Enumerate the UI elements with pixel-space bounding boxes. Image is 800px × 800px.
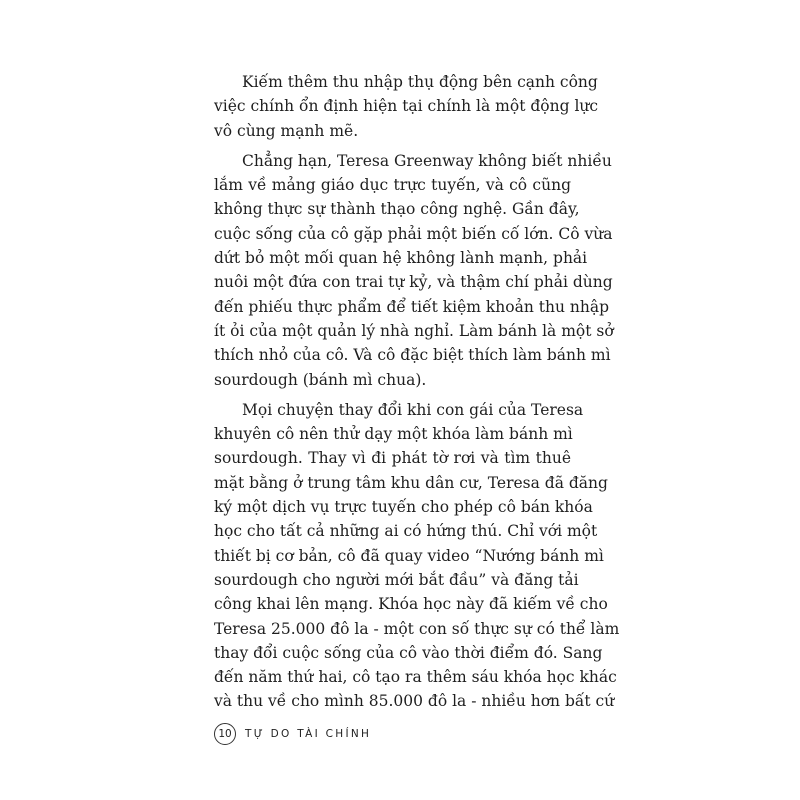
text-line: mặt bằng ở trung tâm khu dân cư, Teresa đã đăng — [214, 473, 608, 492]
text-line: học cho tất cả những ai có hứng thú. Chỉ với một — [214, 522, 598, 541]
text-line: thích nhỏ của cô. Và cô đặc biệt thích làm bánh mì — [214, 346, 611, 365]
text-line: Chẳng hạn, Teresa Greenway không biết nhiều — [242, 151, 612, 170]
text-line: sourdough. Thay vì đi phát tờ rơi và tìm thuê — [214, 449, 571, 468]
text-line: đến phiếu thực phẩm để tiết kiệm khoản thu nhập — [214, 297, 610, 316]
text-line: công khai lên mạng. Khóa học này đã kiếm về cho — [214, 595, 608, 614]
page-number: 10 — [214, 723, 236, 745]
text-line: đến năm thứ hai, cô tạo ra thêm sáu khóa học khác — [214, 668, 617, 687]
text-line: sourdough (bánh mì chua). — [214, 370, 427, 389]
text-line: vô cùng mạnh mẽ. — [214, 121, 359, 140]
text-line: dứt bỏ một mối quan hệ không lành mạnh, phải — [214, 249, 588, 268]
text-line: cuộc sống của cô gặp phải một biến cố lớn. Cô vừa — [214, 224, 613, 243]
text-line: Teresa 25.000 đô la - một con số thực sự có thể làm — [214, 619, 620, 638]
text-line: lắm về mảng giáo dục trực tuyến, và cô cũng — [214, 176, 571, 195]
text-line: nuôi một đứa con trai tự kỷ, và thậm chí phải dùng — [214, 273, 613, 292]
text-line: thay đổi cuộc sống của cô vào thời điểm đó. Sang — [214, 643, 603, 662]
text-line: thiết bị cơ bản, cô đã quay video “Nướng bánh mì — [214, 546, 604, 565]
page-footer — [214, 721, 371, 747]
text-line: và thu về cho mình 85.000 đô la - nhiều hơn bất cứ — [214, 692, 615, 711]
paragraph-1 — [214, 70, 599, 143]
text-line: không thực sự thành thạo công nghệ. Gần đây, — [214, 200, 580, 219]
text-line: Kiếm thêm thu nhập thụ động bên cạnh công — [242, 73, 598, 91]
body-text — [214, 70, 620, 714]
text-line: khuyên cô nên thử dạy một khóa làm bánh mì — [214, 425, 573, 444]
running-title: TỰ DO TÀI CHÍNH — [245, 728, 372, 740]
text-line: việc chính ổn định hiện tại chính là một động lực — [214, 97, 599, 116]
text-line: sourdough cho người mới bắt đầu” và đăng tải — [214, 570, 579, 589]
paragraph-3 — [214, 398, 620, 714]
text-line: ký một dịch vụ trực tuyến cho phép cô bán khóa — [214, 498, 593, 517]
text-line: Mọi chuyện thay đổi khi con gái của Teresa — [242, 400, 584, 419]
paragraph-2 — [214, 149, 614, 392]
text-line: ít ỏi của một quản lý nhà nghỉ. Làm bánh là một sở — [214, 321, 614, 340]
